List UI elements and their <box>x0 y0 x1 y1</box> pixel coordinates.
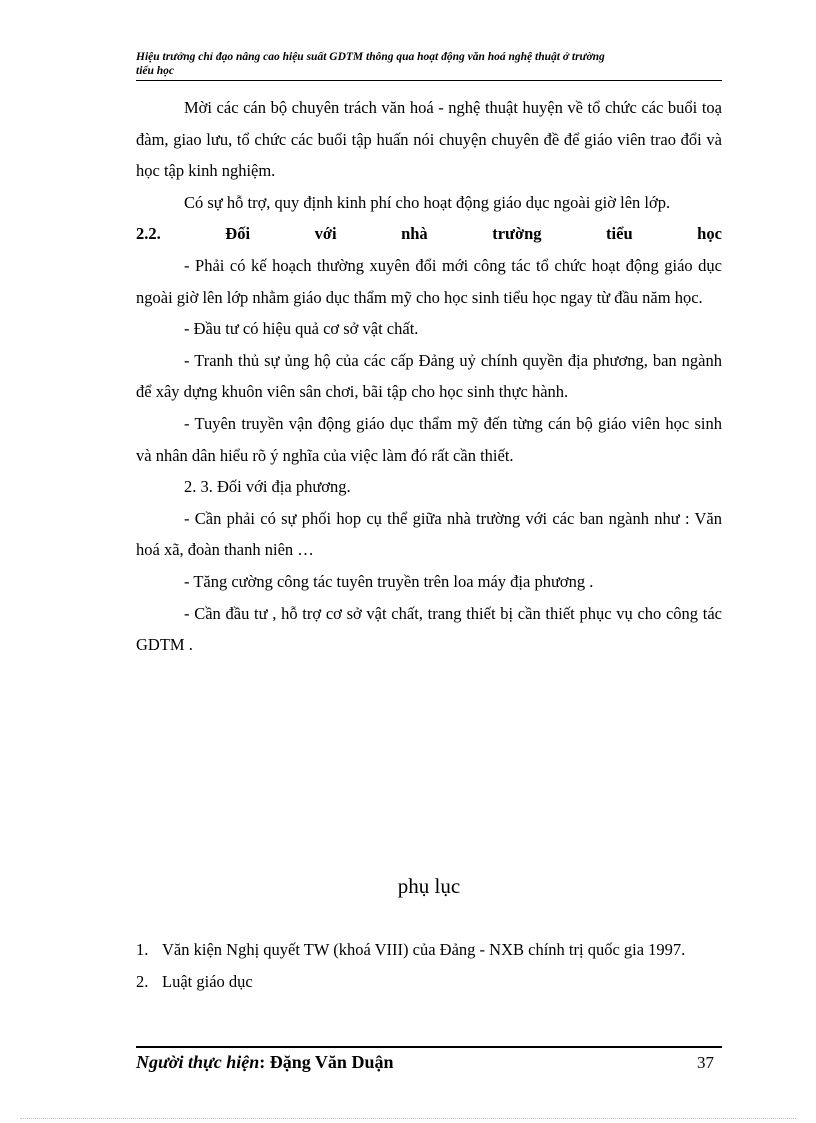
list-item <box>136 966 722 998</box>
paragraph-7: - Cần phải có sự phối hop cụ thể giữa nhà trường với các ban ngành như : Văn hoá xã, đoàn thanh niên … <box>136 508 722 560</box>
paragraph-1: Mời các cán bộ chuyên trách văn hoá - nghệ thuật huyện về tổ chức các buổi toạ đàm, giao lưu, tổ chức các buổi tập huấn nói chuyện chuyên đề để giáo viên trao đổi và học tập kinh nghiệm. <box>136 98 722 181</box>
section-heading-word: với <box>314 224 337 244</box>
footer-separator: : <box>259 1052 270 1072</box>
section-heading-word: học <box>697 224 722 244</box>
reference-list <box>136 934 722 997</box>
header-line-1: Hiệu trưởng chỉ đạo nâng cao hiệu suất GDTM thông qua hoạt động văn hoá nghệ thuật ở trường <box>136 51 605 63</box>
footer-label: Người thực hiện <box>136 1052 260 1072</box>
footer-author-block <box>136 1052 393 1073</box>
page-number: 37 <box>697 1053 714 1072</box>
paragraph-8: - Tăng cường công tác tuyên truyền trên loa máy địa phương . <box>184 571 594 591</box>
list-item-text: Văn kiện Nghị quyết TW (khoá VIII) của Đảng - NXB chính trị quốc gia 1997. <box>162 940 686 959</box>
list-item-number: 2. <box>136 971 149 991</box>
running-header <box>136 50 722 81</box>
list-item-text: Luật giáo dục <box>162 971 253 991</box>
section-heading-word: tiểu <box>606 224 633 244</box>
section-heading-word: nhà <box>401 224 428 244</box>
body-content <box>136 92 722 661</box>
section-heading-2-3: 2. 3. Đối với địa phương. <box>184 477 351 497</box>
section-heading-word: 2.2. <box>136 224 161 244</box>
footer-divider <box>136 1046 722 1048</box>
list-item <box>136 934 722 966</box>
section-heading-2-2 <box>136 218 722 250</box>
page-bottom-dotted-rule <box>20 1118 796 1119</box>
paragraph-4: - Đầu tư có hiệu quả cơ sở vật chất. <box>184 319 419 339</box>
header-line-2: tiểu học <box>136 65 175 77</box>
paragraph-5: - Tranh thủ sự ủng hộ của các cấp Đảng uỷ chính quyền địa phương, ban ngành để xây dựng khuôn viên sân chơi, bãi tập cho học sinh thực hành. <box>136 350 722 402</box>
footer-author-name: Đặng Văn Duận <box>269 1052 394 1072</box>
page-footer <box>136 1052 722 1073</box>
appendix-title: phụ lục <box>397 874 461 898</box>
section-heading-word: Đối <box>225 224 251 244</box>
paragraph-9: - Cần đầu tư , hỗ trợ cơ sở vật chất, trang thiết bị cần thiết phục vụ cho công tác GDTM . <box>136 603 722 655</box>
section-heading-word: trường <box>492 224 542 244</box>
paragraph-3: - Phải có kế hoạch thường xuyên đổi mới công tác tổ chức hoạt động giáo dục ngoài giờ lên lớp nhằm giáo dục thẩm mỹ cho học sinh tiểu học ngay từ đầu năm học. <box>136 255 722 307</box>
paragraph-2: Có sự hỗ trợ, quy định kinh phí cho hoạt động giáo dục ngoài giờ lên lớp. <box>184 192 671 212</box>
list-item-number: 1. <box>136 940 149 959</box>
paragraph-6: - Tuyên truyền vận động giáo dục thẩm mỹ đến từng cán bộ giáo viên học sinh và nhân dân hiểu rõ ý nghĩa của việc làm đó rất cần thiết. <box>136 413 722 465</box>
